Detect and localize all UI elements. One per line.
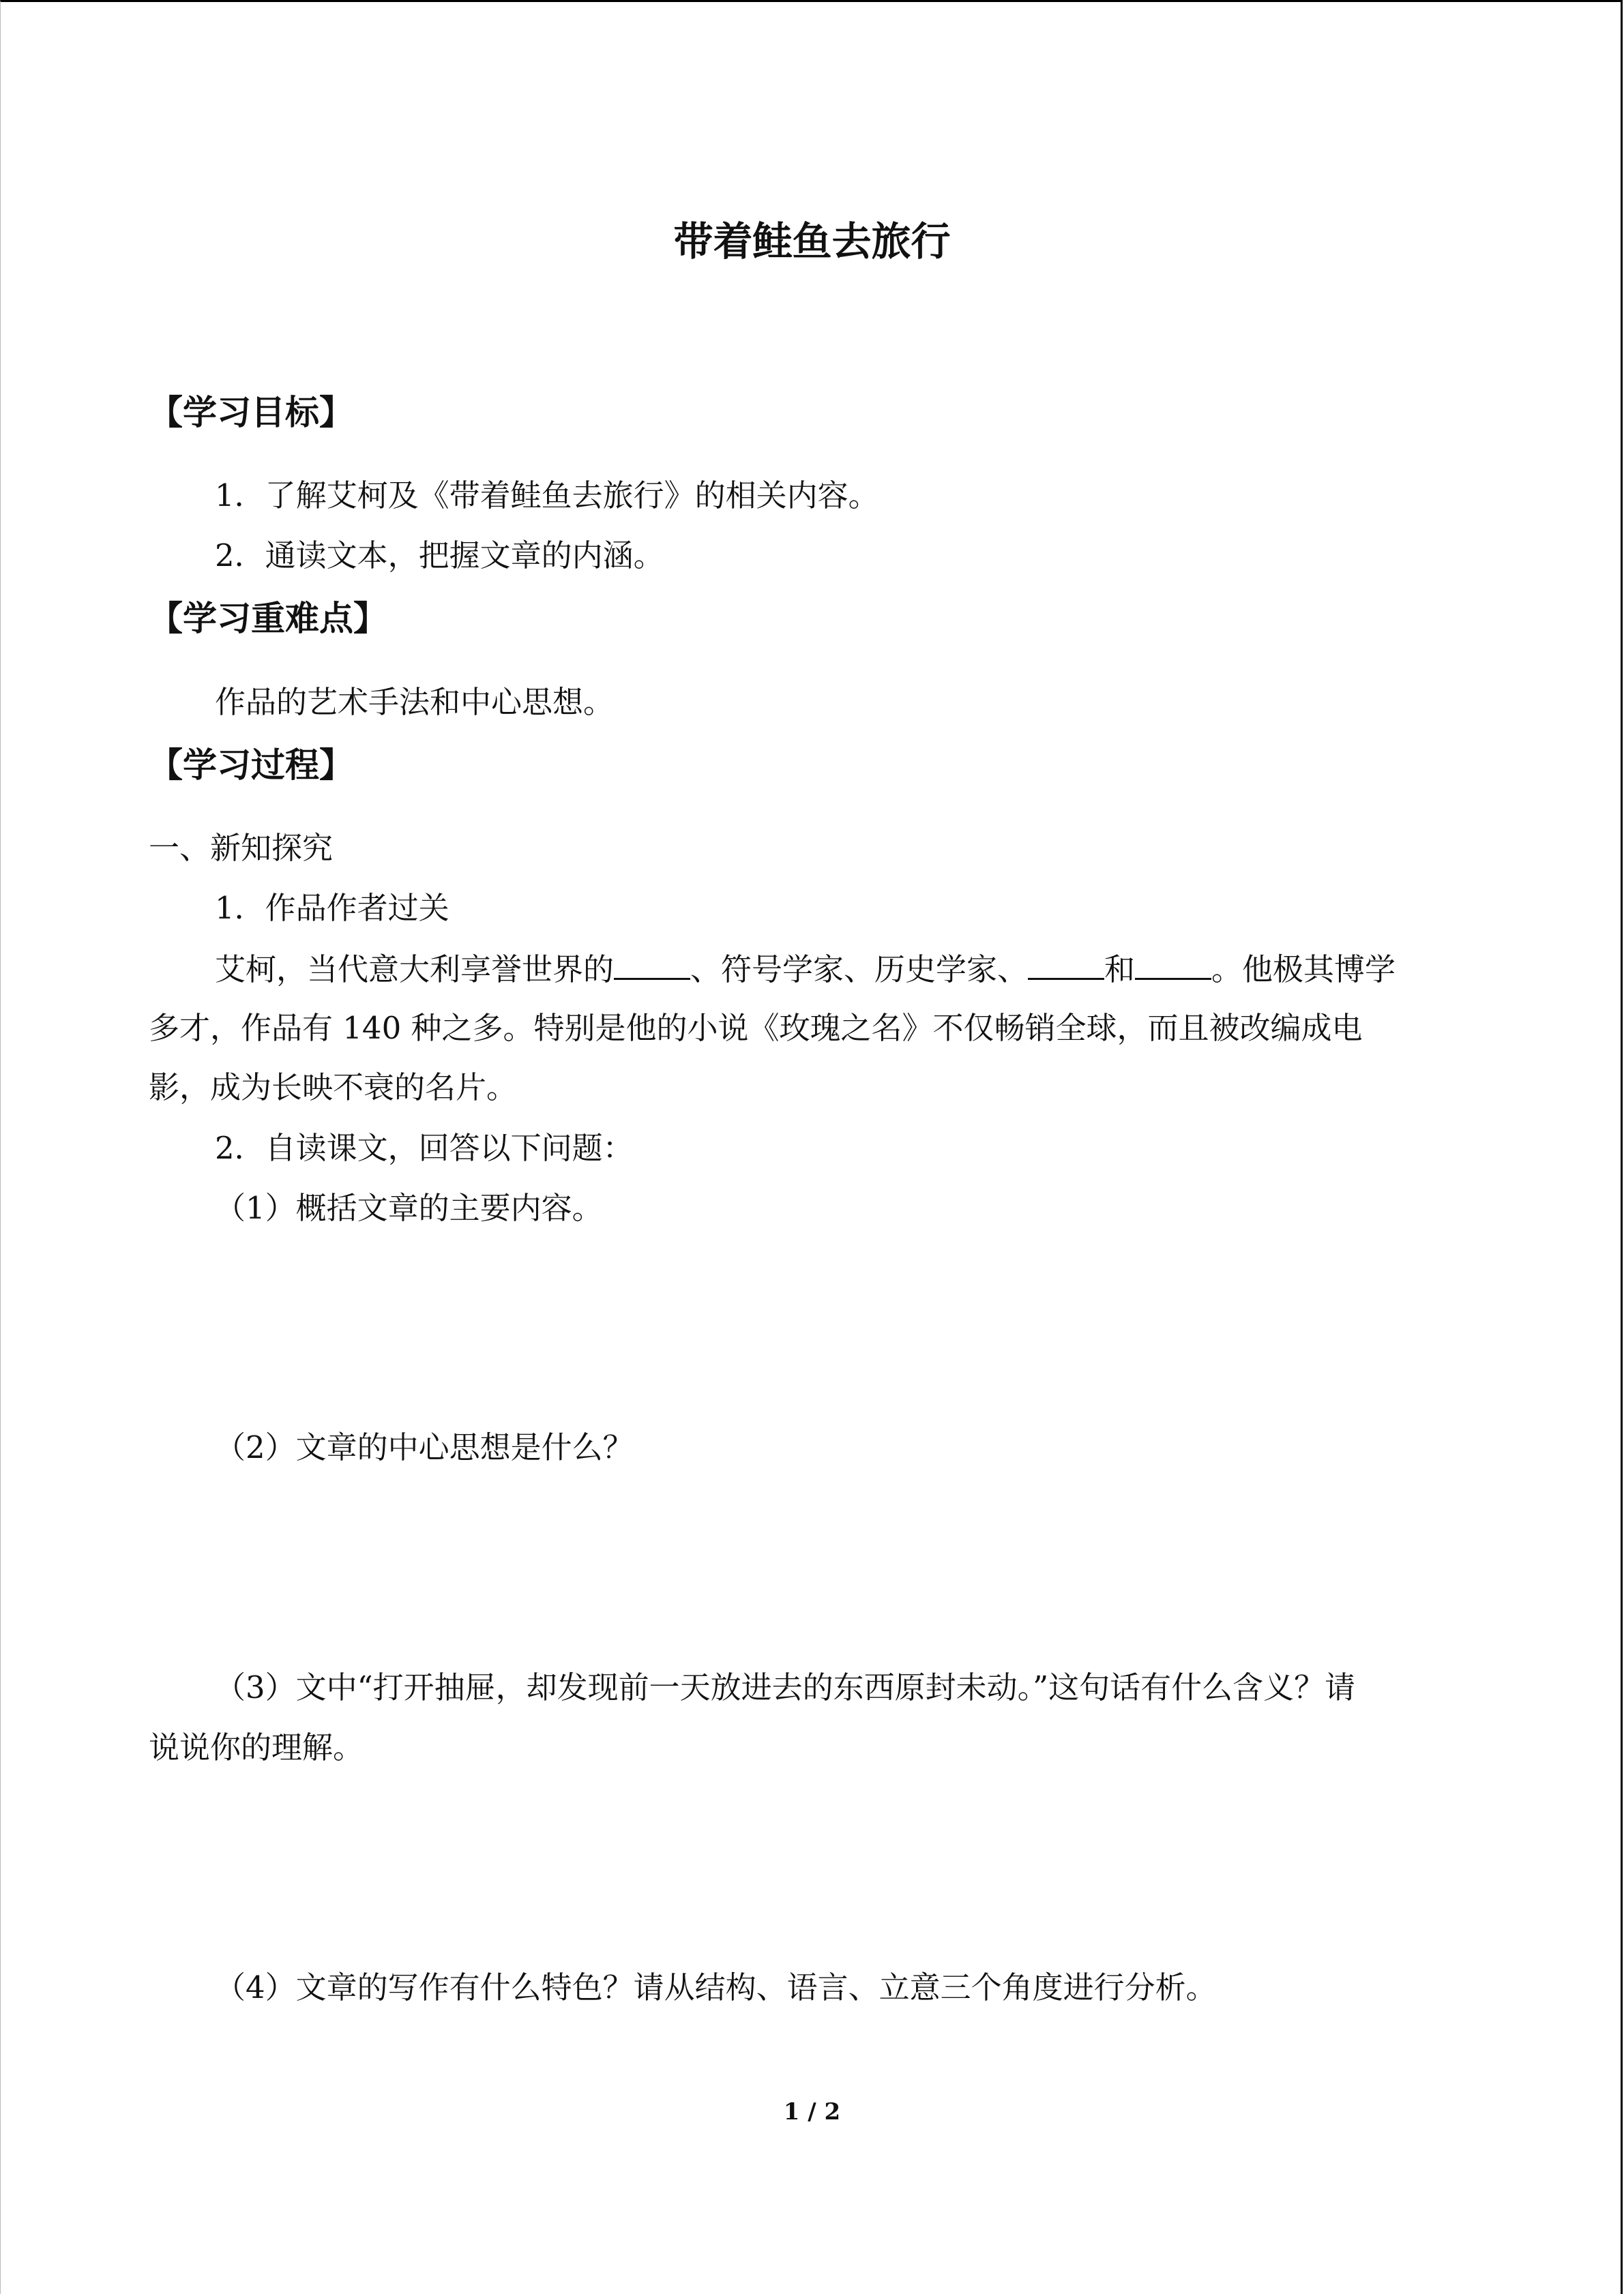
question-2-label: 2．自读课文，回答以下问题： bbox=[215, 1130, 634, 1166]
sub-question-3-line-2: 说说你的理解。 bbox=[149, 1729, 364, 1765]
part-1-heading: 一、新知探究 bbox=[149, 830, 334, 866]
sub-question-3-line-1: （3）文中“打开抽屉，却发现前一天放进去的东西原封未动。”这句话有什么含义？请 bbox=[215, 1669, 1356, 1705]
question-1-label: 1．作品作者过关 bbox=[215, 890, 449, 926]
author-paragraph-seg-4: 。他极其博学 bbox=[1211, 951, 1396, 987]
sub-question-1: （1）概括文章的主要内容。 bbox=[215, 1190, 603, 1226]
document-title: 带着鲑鱼去旅行 bbox=[673, 218, 951, 265]
heading-process: 【学习过程】 bbox=[149, 745, 353, 785]
author-paragraph-line-3: 影，成为长映不衰的名片。 bbox=[149, 1069, 518, 1105]
heading-key-points: 【学习重难点】 bbox=[149, 599, 387, 638]
sub-question-4: （4）文章的写作有什么特色？请从结构、语言、立意三个角度进行分析。 bbox=[215, 1969, 1217, 2006]
sub-question-2: （2）文章的中心思想是什么？ bbox=[215, 1429, 634, 1465]
objective-item-1: 1．了解艾柯及《带着鲑鱼去旅行》的相关内容。 bbox=[215, 477, 879, 513]
author-paragraph-line-2: 多才，作品有 140 种之多。特别是他的小说《玫瑰之名》不仅畅销全球，而且被改编成电 bbox=[149, 1010, 1363, 1046]
key-points-text: 作品的艺术手法和中心思想。 bbox=[215, 684, 615, 720]
objective-item-2: 2．通读文本，把握文章的内涵。 bbox=[215, 537, 664, 573]
author-paragraph-line-1 bbox=[215, 948, 1396, 990]
fill-blank-1[interactable] bbox=[614, 948, 690, 980]
author-paragraph-seg-2: 、符号学家、历史学家、 bbox=[690, 951, 1029, 987]
fill-blank-3[interactable] bbox=[1135, 948, 1211, 980]
page-number: 1 / 2 bbox=[783, 2098, 841, 2126]
fill-blank-2[interactable] bbox=[1028, 948, 1104, 980]
heading-objectives: 【学习目标】 bbox=[149, 393, 353, 432]
author-paragraph-seg-3: 和 bbox=[1104, 951, 1136, 987]
author-paragraph-seg-1: 艾柯，当代意大利享誉世界的 bbox=[215, 951, 615, 987]
